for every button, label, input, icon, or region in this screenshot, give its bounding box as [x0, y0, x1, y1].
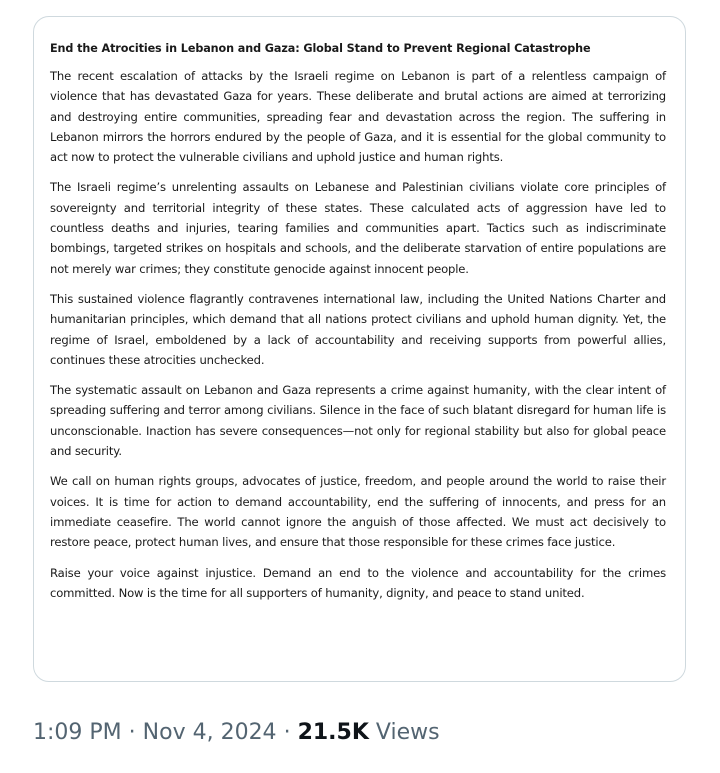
tweet-metadata: [33, 716, 440, 750]
document-paragraph: We call on human rights groups, advocates of justice, freedom, and people around the world to raise their voices. It is time for action to demand accountability, end the suffering of innocents, and press for an immediate ceasefire. The world cannot ignore the anguish of those affected. We must act decisively to restore peace, protect human lives, and ensure that those responsible for these crimes face justice.: [50, 474, 666, 550]
tweet-timestamp-link[interactable]: [33, 720, 277, 745]
views-count: 21.5K: [297, 720, 369, 745]
document-paragraph: The Israeli regime’s unrelenting assaults on Lebanese and Palestinian civilians violate core principles of sovereignty and territorial integrity of these states. These calculated acts of aggression have led to countless deaths and injuries, tearing families and communities apart. Tactics such as indiscriminate bombings, targeted strikes on hospitals and schools, and the deliberate starvation of entire populations are not merely war crimes; they constitute genocide against innocent people.: [50, 180, 666, 276]
tweet-date: Nov 4, 2024: [142, 720, 277, 745]
document-paragraph: The recent escalation of attacks by the Israeli regime on Lebanon is part of a relentless campaign of violence that has devastated Gaza for years. These deliberate and brutal actions are aimed at terrorizing and destroying entire communities, spreading fear and devastation across the region. The suffering in Lebanon mirrors the horrors endured by the people of Gaza, and it is essential for the global community to act now to protect the vulnerable civilians and uphold justice and human rights.: [50, 69, 666, 165]
meta-separator: ·: [283, 720, 291, 745]
tweet-media-card[interactable]: [33, 16, 686, 682]
document-title: End the Atrocities in Lebanon and Gaza: Global Stand to Prevent Regional Catastrophe: [50, 42, 591, 55]
statement-document-image[interactable]: [34, 17, 685, 681]
document-paragraph: Raise your voice against injustice. Demand an end to the violence and accountability for the crimes committed. Now is the time for all supporters of humanity, dignity, and peace to stand united.: [50, 565, 666, 600]
tweet-time: 1:09 PM: [33, 720, 122, 745]
document-paragraph: This sustained violence flagrantly contravenes international law, including the United Nations Charter and humanitarian principles, which demand that all nations protect civilians and uphold human dignity. Yet, the regime of Israel, emboldened by a lack of accountability and receiving supports from powerful allies, continues these atrocities unchecked.: [50, 291, 666, 367]
views-label: Views: [375, 720, 440, 745]
meta-separator: ·: [128, 720, 136, 745]
document-paragraph: The systematic assault on Lebanon and Gaza represents a crime against humanity, with the clear intent of spreading suffering and terror among civilians. Silence in the face of such blatant disregard for human life is unconscionable. Inaction has severe consequences—not only for regional stability but also for global peace and security.: [50, 383, 666, 459]
statement-document: [50, 40, 666, 613]
views-link[interactable]: [298, 720, 440, 745]
